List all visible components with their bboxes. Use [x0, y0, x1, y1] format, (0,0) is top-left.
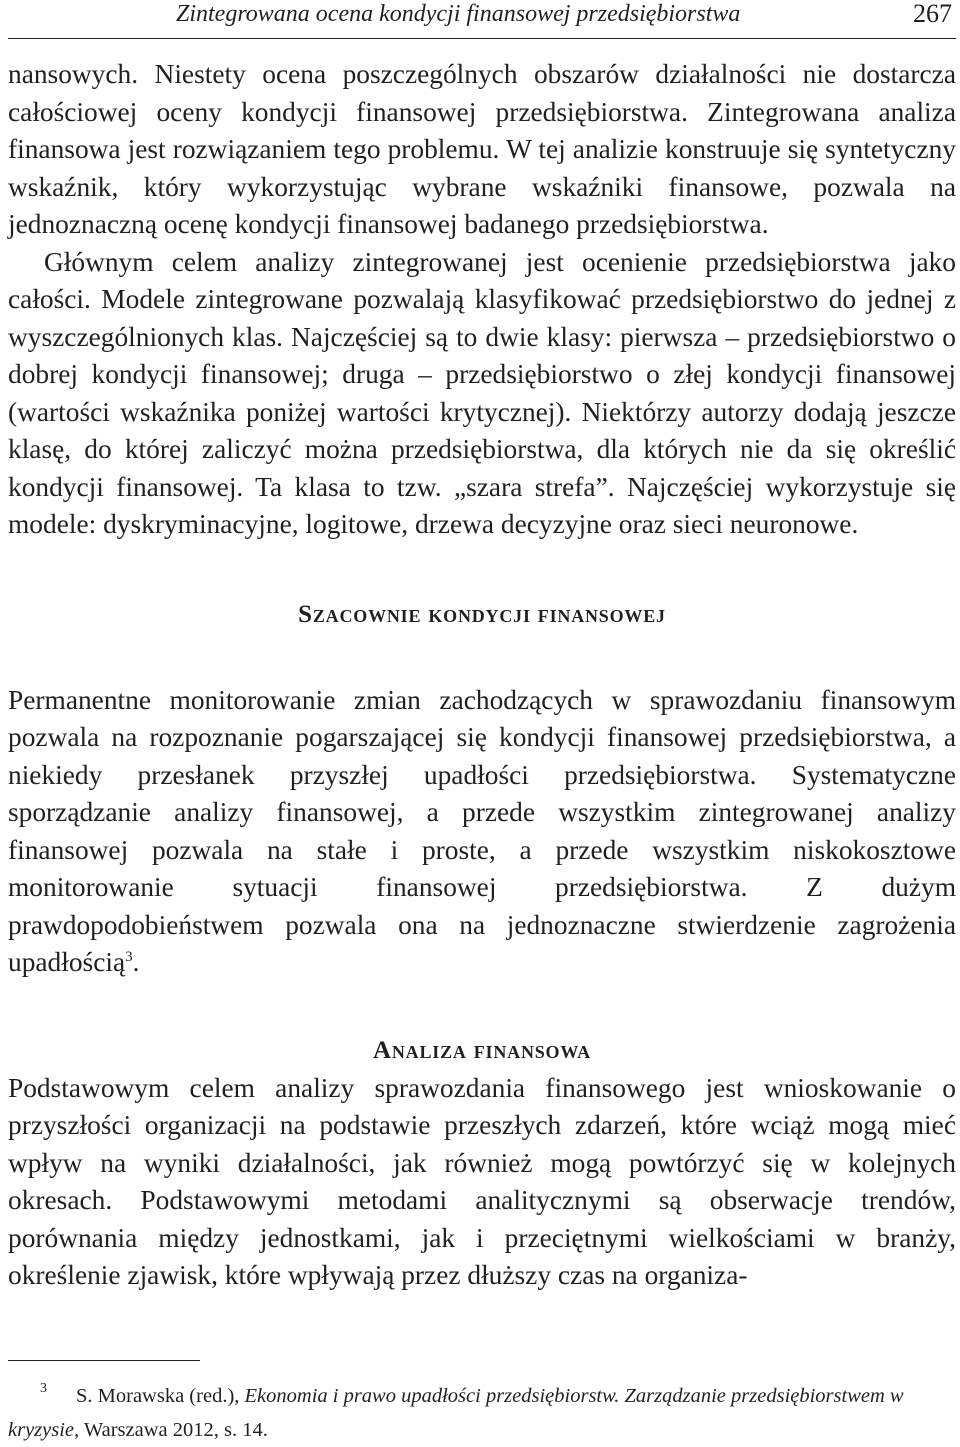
footnote-book-title: Ekonomia i prawo upadłości przedsiębiorstw. Zarządzanie przedsiębiorstwem w kryzysie,	[8, 1385, 904, 1441]
paragraph-monitoring-end: .	[132, 947, 140, 977]
paragraph-monitoring-text: Permanentne monitorowanie zmian zachodzących w sprawozdaniu finansowym pozwala na rozpoznanie pogarszającej się kondycji finansowej przedsiębiorstwa, a niekiedy przesłanek przyszłej upadłości przedsiębiorstwa. Systematyczne sporządzanie analizy finansowej, a przede wszystkim zintegrowanej analizy finansowej pozwala na stałe i proste, a przede wszystkim niskokosztowe monitorowanie sytuacji finansowej przedsiębiorstwa. Z dużym prawdopodobieństwem pozwala ona na jednoznaczne stwierdzenie zagrożenia upadłością	[8, 684, 956, 977]
footnote-number: 3	[40, 1381, 47, 1396]
section-heading-financial-condition: Szacownie kondycji finansowej	[298, 600, 666, 628]
header-rule	[8, 38, 956, 39]
book-page	[8, 0, 956, 1439]
running-header	[8, 0, 956, 46]
footnote-publication: Warszawa 2012, s. 14.	[83, 1419, 268, 1441]
footnote-author: S. Morawska (red.),	[76, 1385, 240, 1407]
footnote-reference: 3	[125, 948, 133, 965]
page-number: 267	[913, 0, 952, 28]
running-title: Zintegrowana ocena kondycji finansowej przedsiębiorstwa	[176, 1, 741, 27]
section-heading-financial-analysis: Analiza finansowa	[373, 1036, 591, 1064]
footnote-rule	[8, 1360, 200, 1361]
footnote	[8, 1372, 956, 1447]
paragraph-monitoring	[8, 682, 956, 982]
paragraph-continued: nansowych. Niestety ocena poszczególnych obszarów działalności nie dostarcza całościowej oceny kondycji finansowej przedsiębiorstwa. Zintegrowana analiza finansowa jest rozwiązaniem tego problemu. W tej analizie konstruuje się syntetyczny wskaźnik, który wykorzystując wybrane wskaźniki finansowe, pozwala na jednoznaczną ocenę kondycji finansowej badanego przedsiębiorstwa.	[8, 59, 956, 239]
paragraph-integrated-analysis: Głównym celem analizy zintegrowanej jest ocenienie przedsiębiorstwa jako całości. Modele zintegrowane pozwalają klasyfikować przedsiębiorstwo do jednej z wyszczególnionych klas. Najczęściej są to dwie klasy: pierwsza – przedsiębiorstwo o dobrej kondycji finansowej; druga – przedsiębiorstwo o złej kondycji finansowej (wartości wskaźnika poniżej wartości krytycznej). Niektórzy autorzy dodają jeszcze klasę, do której zaliczyć można przedsiębiorstwa, dla których nie da się określić kondycji finansowej. Ta klasa to tzw. „szara strefa”. Najczęściej wykorzystuje się modele: dyskryminacyjne, logitowe, drzewa decyzyjne oraz sieci neuronowe.	[8, 246, 956, 539]
paragraph-financial-analysis: Podstawowym celem analizy sprawozdania finansowego jest wnioskowanie o przyszłości organizacji na podstawie przeszłych zdarzeń, które wciąż mogą mieć wpływ na wyniki działalności, jak również mogą powtórzyć się w kolejnych okresach. Podstawowymi metodami analitycznymi są obserwacje trendów, porównania między jednostkami, jak i przeciętnymi wielkościami w branży, określenie zjawisk, które wpływają przez dłuższy czas na organiza-	[8, 1072, 956, 1290]
